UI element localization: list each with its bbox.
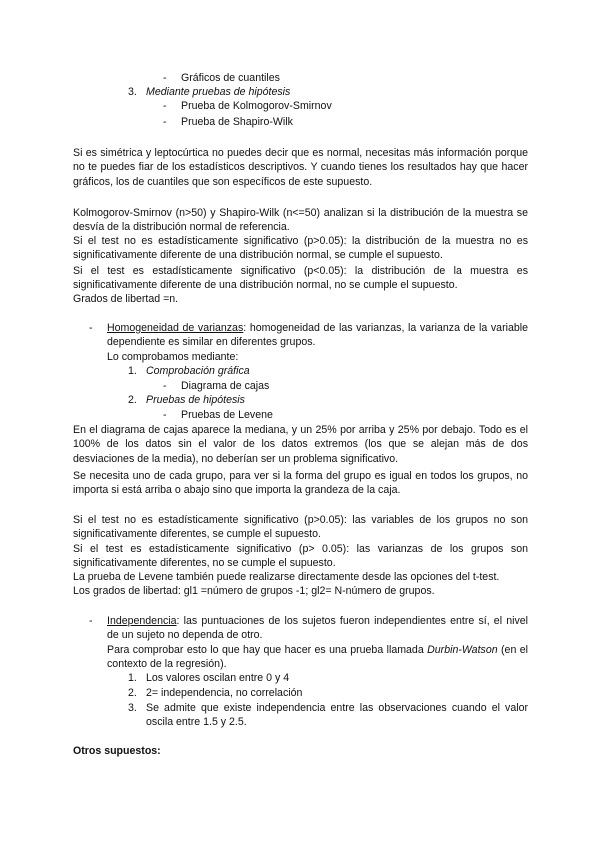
bullet-dash: -: [163, 409, 167, 421]
list-number: 2.: [128, 687, 137, 699]
bullet-dash: -: [163, 380, 167, 392]
homogeneidad-title: Homogeneidad de varianzas: [107, 322, 244, 334]
bullet-dash: -: [89, 615, 93, 627]
section-heading-otros-supuestos: Otros supuestos:: [73, 745, 161, 757]
paragraph-homogeneidad: [107, 321, 528, 350]
list-item-diagrama-cajas: Diagrama de cajas: [181, 380, 270, 392]
paragraph-ks-intro: Kolmogorov-Smirnov (n>50) y Shapiro-Wilk (n<=50) analizan si la distribución de la muestra se desvía de la distribución normal de referencia.: [73, 207, 528, 234]
list-number: 1.: [128, 365, 137, 377]
homogeneidad-text: : homogeneidad de las varianzas, la varianza de la variable dependiente es similar en diferentes grupos.: [107, 322, 528, 349]
list-number: 3.: [128, 702, 137, 714]
list-item-shapiro: Prueba de Shapiro-Wilk: [181, 116, 293, 128]
paragraph-levene-ttest: La prueba de Levene también puede realizarse directamente desde las opciones del t-test.: [73, 571, 500, 583]
list-number: 1.: [128, 672, 137, 684]
paragraph-independencia: [107, 614, 528, 643]
list-item-levene: Pruebas de Levene: [181, 409, 273, 421]
durbin-post: (en el contexto de la regresión).: [107, 644, 528, 671]
bullet-dash: -: [163, 100, 167, 112]
paragraph-levene-significativo: Si el test es estadísticamente significativo (p> 0.05): las varianzas de los grupos son significativamente diferentes, no se cumple el supuesto.: [73, 543, 528, 570]
paragraph-simetrica: Si es simétrica y leptocúrtica no puedes decir que es normal, necesitas más información porque no te puedes fiar de los estadísticos descriptivos. Y cuando tienes los resultados hay que hacer gráficos, los de cuantiles que son específicos de este supuesto.: [73, 147, 528, 188]
paragraph-diagrama-cajas: En el diagrama de cajas aparece la mediana, y un 25% por arriba y 25% por debajo. Todo es el 100% de los datos sin el valor de los datos extremos (los que se alejan más de dos desviaciones de la media), no deberían ser un problema significativo.: [73, 424, 528, 465]
paragraph-durbin-watson: [107, 643, 528, 672]
grados-libertad: Grados de libertad =n.: [73, 293, 179, 305]
list-item-pruebas-hipotesis: Pruebas de hipótesis: [146, 394, 245, 406]
bullet-dash: -: [89, 322, 93, 334]
list-number: 2.: [128, 394, 137, 406]
list-item-graficos-cuantiles: Gráficos de cuantiles: [181, 72, 280, 84]
paragraph-se-necesita: Se necesita uno de cada grupo, para ver si la forma del grupo es igual en todos los grupos, no importa si está arriba o abajo sino que importa la grandeza de la caja.: [73, 470, 528, 497]
list-item-comprobacion-grafica: Comprobación gráfica: [146, 365, 250, 377]
list-number: 3.: [128, 86, 137, 98]
list-item-valores-oscilan: Los valores oscilan entre 0 y 4: [146, 672, 290, 684]
paragraph-levene-no-significativo: Si el test no es estadísticamente significativo (p>0.05): las variables de los grupos no son significativamente diferentes, se cumple el supuesto.: [73, 514, 528, 541]
paragraph-ks-significativo: Si el test es estadísticamente significativo (p<0.05): la distribución de la muestra es significativamente diferente de una distribución normal, no se cumple el supuesto.: [73, 265, 528, 292]
paragraph-ks-no-significativo: Si el test no es estadísticamente significativo (p>0.05): la distribución de la muestra no es significativamente diferente de una distribución normal, se cumple el supuesto.: [73, 235, 528, 262]
paragraph-levene-grados: Los grados de libertad: gl1 =número de grupos -1; gl2= N-número de grupos.: [73, 585, 435, 597]
durbin-pre: Para comprobar esto lo que hay que hacer es una prueba llamada: [107, 644, 428, 656]
durbin-watson-name: Durbin-Watson: [427, 644, 498, 656]
lo-comprobamos: Lo comprobamos mediante:: [107, 351, 239, 363]
independencia-text: : las puntuaciones de los sujetos fueron independientes entre sí, el nivel de un sujeto no dependa de otro.: [107, 615, 528, 642]
independencia-title: Independencia: [107, 615, 177, 627]
list-item-pruebas-hipotesis: Mediante pruebas de hipótesis: [146, 86, 291, 98]
list-item-kolmogorov: Prueba de Kolmogorov-Smirnov: [181, 100, 332, 112]
list-item-se-admite: Se admite que existe independencia entre las observaciones cuando el valor oscila entre 1.5 y 2.5.: [146, 702, 528, 729]
bullet-dash: -: [163, 72, 167, 84]
list-item-independencia: 2= independencia, no correlación: [146, 687, 303, 699]
bullet-dash: -: [163, 116, 167, 128]
